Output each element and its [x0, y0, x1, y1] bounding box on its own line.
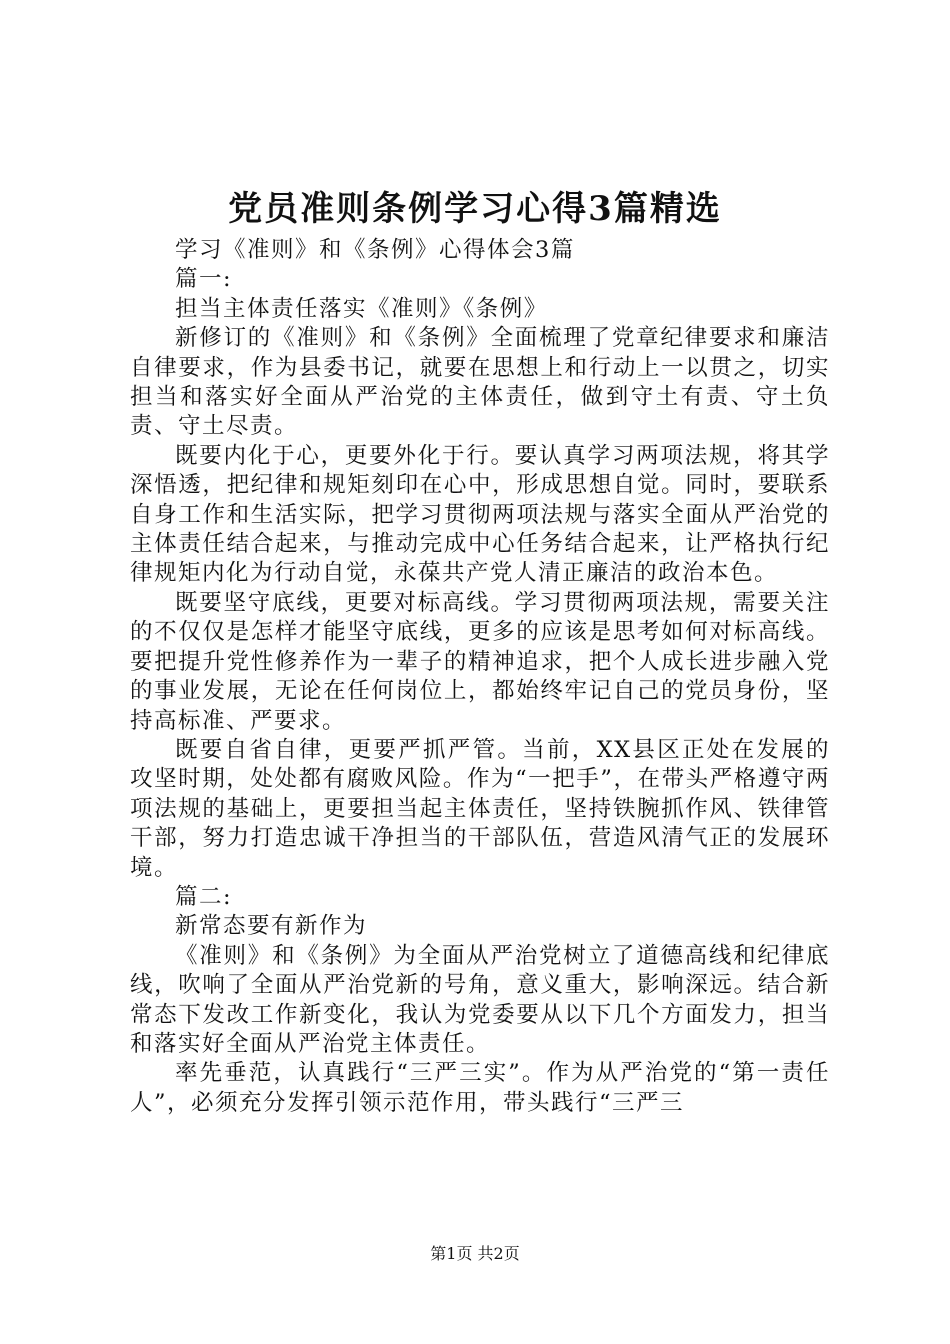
body-paragraph: 新修订的《准则》和《条例》全面梳理了党章纪律要求和廉洁自律要求，作为县委书记，就要在思想上和行动上一以贯之，切实担当和落实好全面从严治党的主体责任，做到守土有责、守土负责、守土尽责。	[130, 325, 830, 440]
section-heading-1: 篇一:	[175, 266, 233, 293]
document-title: 党员准则条例学习心得3篇精选	[228, 189, 722, 229]
body-paragraph: 既要自省自律，更要严抓严管。当前，XX县区正处在发展的攻坚时期，处处都有腐败风险。作为“一把手”，在带头严格遵守两项法规的基础上，更要担当起主体责任，坚持铁腕抓作风、铁律管干部，努力打造忠诚干净担当的干部队伍，营造风清气正的发展环境。	[130, 736, 830, 881]
section-heading-2: 篇二:	[175, 883, 233, 910]
body-paragraph: 率先垂范，认真践行“三严三实”。作为从严治党的“第一责任人”，必须充分发挥引领示范作用，带头践行“三严三	[130, 1060, 830, 1116]
section-subheading-2: 新常态要有新作为	[175, 913, 368, 940]
body-paragraph: 既要内化于心，更要外化于行。要认真学习两项法规，将其学深悟透，把纪律和规矩刻印在心中，形成思想自觉。同时，要联系自身工作和生活实际，把学习贯彻两项法规与落实全面从严治党的主体责任结合起来，与推动完成中心任务结合起来，让严格执行纪律规矩内化为行动自觉，永葆共产党人清正廉洁的政治本色。	[130, 442, 830, 587]
page-number-footer: 第1页 共2页	[430, 1244, 520, 1263]
section-subheading-1: 担当主体责任落实《准则》《条例》	[175, 295, 548, 322]
subtitle-paragraph: 学习《准则》和《条例》心得体会3篇	[175, 237, 575, 263]
document-body	[130, 236, 830, 1118]
body-paragraph: 既要坚守底线，更要对标高线。学习贯彻两项法规，需要关注的不仅仅是怎样才能坚守底线，更多的应该是思考如何对标高线。要把提升党性修养作为一辈子的精神追求，把个人成长进步融入党的事业发展，无论在任何岗位上，都始终牢记自己的党员身份，坚持高标准、严要求。	[130, 589, 830, 734]
body-paragraph: 《准则》和《条例》为全面从严治党树立了道德高线和纪律底线，吹响了全面从严治党新的号角，意义重大，影响深远。结合新常态下发改工作新变化，我认为党委要从以下几个方面发力，担当和落实好全面从严治党主体责任。	[130, 942, 830, 1057]
